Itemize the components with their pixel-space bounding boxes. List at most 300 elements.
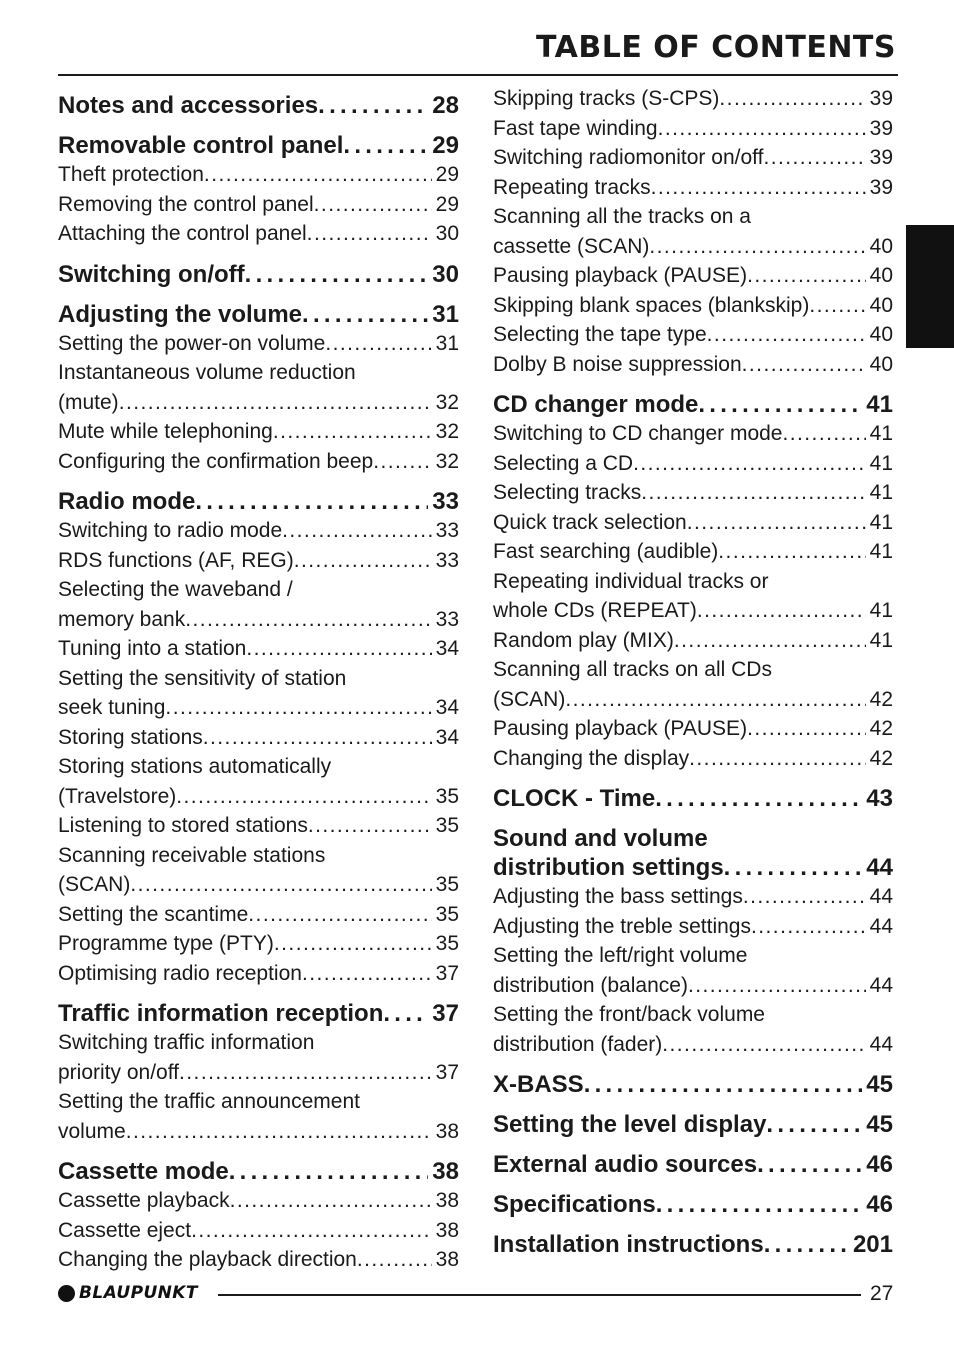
dot-leader: [724, 853, 863, 882]
toc-entry-title: Selecting tracks: [493, 481, 642, 504]
toc-entry-line: [58, 959, 459, 989]
toc-entry-line: [58, 388, 459, 418]
toc-entry-line: [58, 664, 459, 694]
toc-page-number: 33: [435, 548, 459, 572]
toc-entry-title: Changing the playback direction: [58, 1248, 357, 1271]
toc-entry-title: Switching to CD changer mode: [493, 422, 783, 445]
toc-page-number: 41: [866, 391, 893, 418]
toc-section-entry[interactable]: [493, 1070, 893, 1099]
toc-entry-title: Notes and accessories: [58, 92, 319, 119]
toc-entry[interactable]: [58, 516, 459, 546]
toc-entry-line: [58, 260, 459, 289]
toc-entry-line: [493, 478, 893, 508]
toc-page-number: 45: [866, 1111, 893, 1138]
toc-page-number: 41: [869, 422, 893, 445]
dot-leader: [751, 912, 866, 942]
toc-entry-title: Skipping tracks (S-CPS): [493, 87, 720, 110]
toc-page-number: 35: [435, 902, 459, 926]
dot-leader: [565, 685, 865, 715]
toc-entry-title: Fast tape winding: [493, 116, 658, 140]
toc-page-number: 37: [432, 1000, 459, 1027]
toc-entry-title: Repeating individual tracks or: [493, 569, 769, 593]
toc-page-number: 40: [869, 234, 893, 258]
toc-entry-title: Removing the control panel: [58, 192, 314, 216]
toc-page-number: 38: [435, 1189, 459, 1212]
toc-entry[interactable]: [58, 575, 459, 634]
toc-entry-line: [58, 358, 459, 388]
dot-leader: [230, 1186, 432, 1216]
toc-entry-title: (mute): [58, 390, 119, 414]
toc-entry-title: Listening to stored stations: [58, 814, 308, 837]
toc-page-number: 35: [435, 873, 459, 896]
toc-entry-title: Switching to radio mode: [58, 519, 283, 542]
toc-entry-title: Instantaneous volume reduction: [58, 361, 356, 384]
toc-entry-line: [493, 232, 893, 262]
footer-divider: [218, 1294, 861, 1296]
toc-entry-line: [58, 300, 459, 329]
dot-leader: [165, 693, 431, 723]
dot-leader: [656, 1190, 863, 1219]
dot-leader: [185, 605, 431, 635]
toc-page-number: 46: [866, 1191, 893, 1218]
dot-leader: [126, 1117, 432, 1147]
toc-page-number: 29: [435, 192, 459, 216]
dot-leader: [688, 971, 866, 1001]
dot-leader: [584, 1070, 863, 1099]
toc-page-number: 32: [435, 449, 459, 473]
toc-page-number: 39: [869, 175, 893, 199]
dot-leader: [308, 811, 432, 841]
toc-entry-title: Removable control panel: [58, 132, 344, 159]
toc-entry-line: [493, 882, 893, 912]
toc-entry[interactable]: [493, 508, 893, 538]
toc-entry-title: (Travelstore): [58, 784, 177, 808]
toc-page-number: 44: [869, 914, 893, 938]
toc-page-number: 31: [435, 331, 459, 355]
toc-entry[interactable]: [58, 1245, 459, 1275]
toc-page-number: 38: [435, 1218, 459, 1242]
toc-page-number: 34: [435, 725, 459, 749]
toc-section-entry[interactable]: [58, 91, 459, 120]
brand-logo: [58, 1283, 198, 1303]
toc-entry-line: [493, 1150, 893, 1179]
toc-page-number: 30: [435, 222, 459, 245]
toc-entry[interactable]: [493, 320, 893, 350]
toc-entry-title: Fast searching (audible): [493, 540, 719, 563]
dot-leader: [245, 260, 429, 289]
toc-section-entry[interactable]: [58, 131, 459, 160]
toc-entry-line: [58, 160, 459, 190]
toc-entry-line: [58, 190, 459, 220]
toc-page-number: 41: [869, 510, 893, 534]
toc-entry-line: [58, 91, 459, 120]
toc-entry[interactable]: [493, 882, 893, 912]
toc-entry-line: [58, 575, 459, 605]
toc-section-entry[interactable]: [493, 1190, 893, 1219]
toc-entry-line: [493, 537, 893, 567]
toc-entry[interactable]: [493, 537, 893, 567]
toc-entry-line: [493, 449, 893, 479]
toc-entry-title: Scanning all tracks on all CDs: [493, 658, 772, 681]
toc-entry-title: Storing stations automatically: [58, 755, 332, 778]
toc-entry-line: [493, 853, 893, 882]
toc-entry-title: cassette (SCAN): [493, 234, 650, 258]
dot-leader: [674, 626, 866, 656]
toc-page-number: 32: [435, 390, 459, 414]
toc-page-number: 38: [435, 1248, 459, 1271]
toc-entry[interactable]: [58, 959, 459, 989]
toc-page-number: 33: [435, 607, 459, 631]
toc-page-number: 40: [869, 323, 893, 346]
dot-leader: [302, 300, 428, 329]
toc-entry-line: [58, 1216, 459, 1246]
dot-leader: [302, 959, 432, 989]
toc-section-entry[interactable]: [493, 1110, 893, 1139]
toc-entry-title: Setting the scantime: [58, 902, 249, 926]
toc-entry-line: [493, 320, 893, 350]
dot-leader: [658, 114, 866, 144]
toc-page-number: 34: [435, 637, 459, 660]
dot-leader: [248, 900, 431, 930]
toc-page-number: 42: [869, 746, 893, 770]
toc-entry-title: Cassette mode: [58, 1158, 229, 1185]
toc-entry[interactable]: [58, 634, 459, 664]
toc-page-number: 42: [869, 717, 893, 740]
toc-entry-line: [58, 752, 459, 782]
toc-entry-line: [58, 329, 459, 359]
toc-entry-line: [493, 261, 893, 291]
dot-leader: [325, 329, 431, 359]
toc-entry-title: Installation instructions: [493, 1231, 764, 1258]
title-divider: [58, 74, 898, 76]
toc-entry-line: [58, 782, 459, 812]
dot-leader: [282, 516, 432, 546]
toc-section-entry[interactable]: [58, 1157, 459, 1186]
toc-entry-title: (SCAN): [493, 687, 566, 711]
toc-section-entry[interactable]: [58, 260, 459, 289]
toc-entry-title: Cassette playback: [58, 1189, 230, 1212]
toc-entry-title: Setting the front/back volume: [493, 1003, 765, 1026]
toc-entry-line: [493, 1110, 893, 1139]
page-title: TABLE OF CONTENTS: [536, 30, 896, 65]
toc-entry-title: Pausing playback (PAUSE): [493, 717, 748, 740]
toc-section-entry[interactable]: [58, 487, 459, 516]
toc-entry-title: Setting the power-on volume: [58, 331, 326, 355]
toc-entry[interactable]: [493, 912, 893, 942]
toc-entry-title: X-BASS: [493, 1071, 584, 1098]
toc-page-number: 34: [435, 696, 459, 719]
toc-entry[interactable]: [58, 900, 459, 930]
dot-leader: [383, 999, 428, 1028]
toc-entry-line: [58, 999, 459, 1028]
toc-entry-line: [58, 929, 459, 959]
dot-leader: [318, 91, 428, 120]
toc-entry[interactable]: [493, 173, 893, 203]
toc-entry-line: [58, 487, 459, 516]
dot-leader: [809, 291, 865, 321]
toc-entry[interactable]: [58, 723, 459, 753]
toc-entry-line: [58, 1087, 459, 1117]
toc-page-number: 31: [432, 300, 459, 328]
dot-leader: [195, 487, 428, 516]
toc-entry-line: [493, 941, 893, 971]
dot-leader: [687, 508, 866, 538]
toc-entry-line: [493, 350, 893, 380]
toc-entry-line: [58, 1058, 459, 1088]
toc-entry[interactable]: [58, 546, 459, 576]
toc-entry-title: Setting the sensitivity of station: [58, 666, 347, 690]
toc-entry-line: [493, 390, 893, 419]
dot-leader: [719, 84, 865, 114]
toc-entry[interactable]: [493, 143, 893, 173]
toc-entry-line: [493, 824, 893, 853]
toc-section-entry[interactable]: [493, 784, 893, 813]
toc-entry-line: [493, 784, 893, 813]
dot-leader: [176, 782, 431, 812]
toc-page-number: 39: [869, 116, 893, 140]
toc-entry-line: [493, 291, 893, 321]
toc-page-number: 35: [435, 784, 459, 808]
toc-entry[interactable]: [493, 941, 893, 1000]
toc-entry[interactable]: [493, 449, 893, 479]
toc-entry-line: [493, 1070, 893, 1099]
toc-entry-title: Storing stations: [58, 725, 203, 749]
toc-page-number: 32: [435, 420, 459, 443]
section-tab-marker: [906, 225, 954, 348]
toc-entry-title: Scanning receivable stations: [58, 843, 326, 867]
dot-leader: [718, 537, 865, 567]
toc-entry-line: [493, 744, 893, 774]
toc-page-number: 33: [432, 488, 459, 515]
toc-entry[interactable]: [493, 1000, 893, 1059]
toc-entry-title: memory bank: [58, 607, 186, 631]
dot-leader: [641, 478, 865, 508]
toc-entry[interactable]: [493, 478, 893, 508]
toc-page-number: 30: [432, 260, 459, 288]
toc-entry[interactable]: [493, 744, 893, 774]
toc-entry-line: [493, 143, 893, 173]
toc-entry-title: Quick track selection: [493, 510, 687, 534]
dot-leader: [763, 143, 865, 173]
dot-leader: [314, 190, 432, 220]
dot-leader: [782, 419, 865, 449]
toc-entry[interactable]: [493, 291, 893, 321]
dot-leader: [119, 388, 432, 418]
toc-page-number: 46: [866, 1151, 893, 1178]
toc-entry-line: [58, 605, 459, 635]
toc-entry[interactable]: [58, 219, 459, 249]
toc-entry-title: distribution (balance): [493, 973, 688, 997]
toc-entry-title: Mute while telephoning: [58, 420, 273, 443]
toc-entry-title: Adjusting the bass settings: [493, 885, 743, 908]
toc-entry[interactable]: [58, 929, 459, 959]
dot-leader: [357, 1245, 432, 1275]
toc-entry-line: [58, 1028, 459, 1058]
toc-page-number: 45: [866, 1071, 893, 1098]
toc-entry-line: [58, 219, 459, 249]
toc-entry[interactable]: [58, 358, 459, 417]
toc-entry[interactable]: [493, 567, 893, 626]
toc-entry-title: whole CDs (REPEAT): [493, 599, 697, 622]
toc-entry-title: Scanning all the tracks on a: [493, 205, 751, 228]
toc-entry-line: [493, 685, 893, 715]
toc-entry-title: Setting the left/right volume: [493, 944, 748, 967]
toc-page-number: 29: [435, 163, 459, 186]
toc-entry-title: Setting the traffic announcement: [58, 1090, 360, 1113]
toc-page-number: 44: [869, 1032, 893, 1056]
toc-entry-title: Switching on/off: [58, 260, 245, 288]
toc-entry-line: [493, 971, 893, 1001]
toc-entry[interactable]: [58, 190, 459, 220]
toc-entry[interactable]: [493, 261, 893, 291]
toc-entry[interactable]: [58, 1028, 459, 1087]
toc-page-number: 40: [869, 264, 893, 287]
toc-page-number: 38: [432, 1158, 459, 1185]
toc-page-number: 201: [852, 1231, 893, 1258]
toc-section-entry[interactable]: [493, 824, 893, 882]
dot-leader: [649, 232, 865, 262]
toc-entry-title: Repeating tracks: [493, 175, 651, 199]
toc-entry-line: [493, 1190, 893, 1219]
toc-entry[interactable]: [58, 160, 459, 190]
toc-entry-line: [493, 567, 893, 597]
toc-section-entry[interactable]: [58, 999, 459, 1028]
toc-entry-line: [493, 626, 893, 656]
toc-entry[interactable]: [58, 752, 459, 811]
toc-entry-line: [58, 447, 459, 477]
toc-entry[interactable]: [58, 1087, 459, 1146]
dot-leader: [766, 1110, 862, 1139]
toc-entry-line: [58, 693, 459, 723]
page-number: 27: [870, 1282, 894, 1305]
toc-entry-line: [58, 1157, 459, 1186]
dot-leader: [651, 173, 866, 203]
toc-entry-title: Switching radiomonitor on/off: [493, 146, 764, 169]
toc-entry-title: Cassette eject: [58, 1218, 192, 1242]
toc-entry-line: [58, 131, 459, 160]
toc-section-entry[interactable]: [493, 390, 893, 419]
dot-leader: [273, 417, 432, 447]
dot-leader: [743, 882, 866, 912]
toc-entry-title: RDS functions (AF, REG): [58, 548, 294, 572]
toc-entry-line: [493, 114, 893, 144]
toc-entry-title: Pausing playback (PAUSE): [493, 264, 748, 287]
toc-page-number: 41: [869, 540, 893, 563]
dot-leader: [307, 219, 432, 249]
toc-entry-line: [493, 419, 893, 449]
toc-entry[interactable]: [493, 350, 893, 380]
toc-entry-title: CLOCK - Time: [493, 785, 656, 812]
toc-entry[interactable]: [493, 84, 893, 114]
toc-entry-title: priority on/off: [58, 1060, 180, 1084]
toc-entry[interactable]: [58, 811, 459, 841]
toc-entry-title: Attaching the control panel: [58, 222, 307, 245]
toc-entry-line: [58, 1117, 459, 1147]
toc-page-number: 41: [869, 628, 893, 652]
toc-entry-line: [58, 1245, 459, 1275]
toc-page-number: 35: [435, 932, 459, 955]
toc-entry[interactable]: [493, 655, 893, 714]
toc-entry-line: [58, 723, 459, 753]
toc-entry[interactable]: [493, 114, 893, 144]
toc-entry-line: [493, 202, 893, 232]
dot-leader: [742, 350, 866, 380]
toc-entry-title: seek tuning: [58, 696, 166, 719]
toc-entry-line: [493, 1030, 893, 1060]
toc-page-number: 43: [866, 785, 893, 812]
toc-entry-line: [493, 84, 893, 114]
toc-page-number: 28: [432, 92, 459, 119]
toc-section-entry[interactable]: [493, 1230, 893, 1259]
toc-entry[interactable]: [58, 664, 459, 723]
toc-entry-title: Selecting the tape type: [493, 323, 707, 346]
toc-entry-title: External audio sources: [493, 1151, 758, 1178]
toc-entry-title: Adjusting the volume: [58, 300, 303, 328]
dot-leader: [697, 596, 866, 626]
toc-entry-line: [493, 1230, 893, 1259]
dot-leader: [757, 1150, 862, 1179]
toc-entry-line: [493, 173, 893, 203]
toc-page-number: 41: [869, 599, 893, 622]
toc-entry-title: Sound and volume: [493, 825, 708, 852]
toc-entry[interactable]: [58, 417, 459, 447]
toc-section-entry[interactable]: [58, 300, 459, 329]
toc-page-number: 44: [869, 973, 893, 997]
toc-entry[interactable]: [58, 329, 459, 359]
dot-leader: [130, 870, 431, 900]
toc-page-number: 41: [869, 481, 893, 504]
toc-entry-title: Optimising radio reception: [58, 961, 302, 985]
toc-entry-title: Changing the display: [493, 746, 690, 770]
toc-entry-line: [58, 870, 459, 900]
toc-page-number: 37: [435, 961, 459, 985]
toc-entry[interactable]: [58, 1186, 459, 1216]
dot-leader: [204, 160, 432, 190]
toc-left-column: [58, 84, 459, 1275]
toc-entry-line: [58, 900, 459, 930]
toc-entry[interactable]: [493, 419, 893, 449]
toc-entry-line: [493, 596, 893, 626]
dot-leader: [343, 131, 428, 160]
toc-page-number: 35: [435, 814, 459, 837]
toc-entry[interactable]: [58, 841, 459, 900]
brand-name: BLAUPUNKT: [79, 1283, 198, 1303]
dot-leader: [179, 1058, 432, 1088]
toc-entry[interactable]: [58, 447, 459, 477]
logo-dot-icon: [58, 1285, 75, 1302]
toc-section-entry[interactable]: [493, 1150, 893, 1179]
dot-leader: [246, 634, 431, 664]
toc-entry[interactable]: [493, 202, 893, 261]
dot-leader: [373, 447, 431, 477]
toc-page-number: 40: [869, 352, 893, 376]
toc-entry[interactable]: [493, 626, 893, 656]
toc-entry-title: Dolby B noise suppression: [493, 352, 742, 376]
toc-entry-line: [493, 912, 893, 942]
toc-entry-title: Radio mode: [58, 488, 196, 515]
toc-entry[interactable]: [58, 1216, 459, 1246]
toc-entry-line: [58, 417, 459, 447]
dot-leader: [747, 261, 866, 291]
dot-leader: [191, 1216, 432, 1246]
toc-entry[interactable]: [493, 714, 893, 744]
toc-page-number: 33: [435, 519, 459, 542]
toc-entry-title: Tuning into a station: [58, 637, 247, 660]
toc-page-number: 37: [435, 1060, 459, 1084]
toc-page-number: 41: [869, 451, 893, 475]
toc-entry-title: Random play (MIX): [493, 628, 674, 652]
toc-entry-line: [493, 508, 893, 538]
